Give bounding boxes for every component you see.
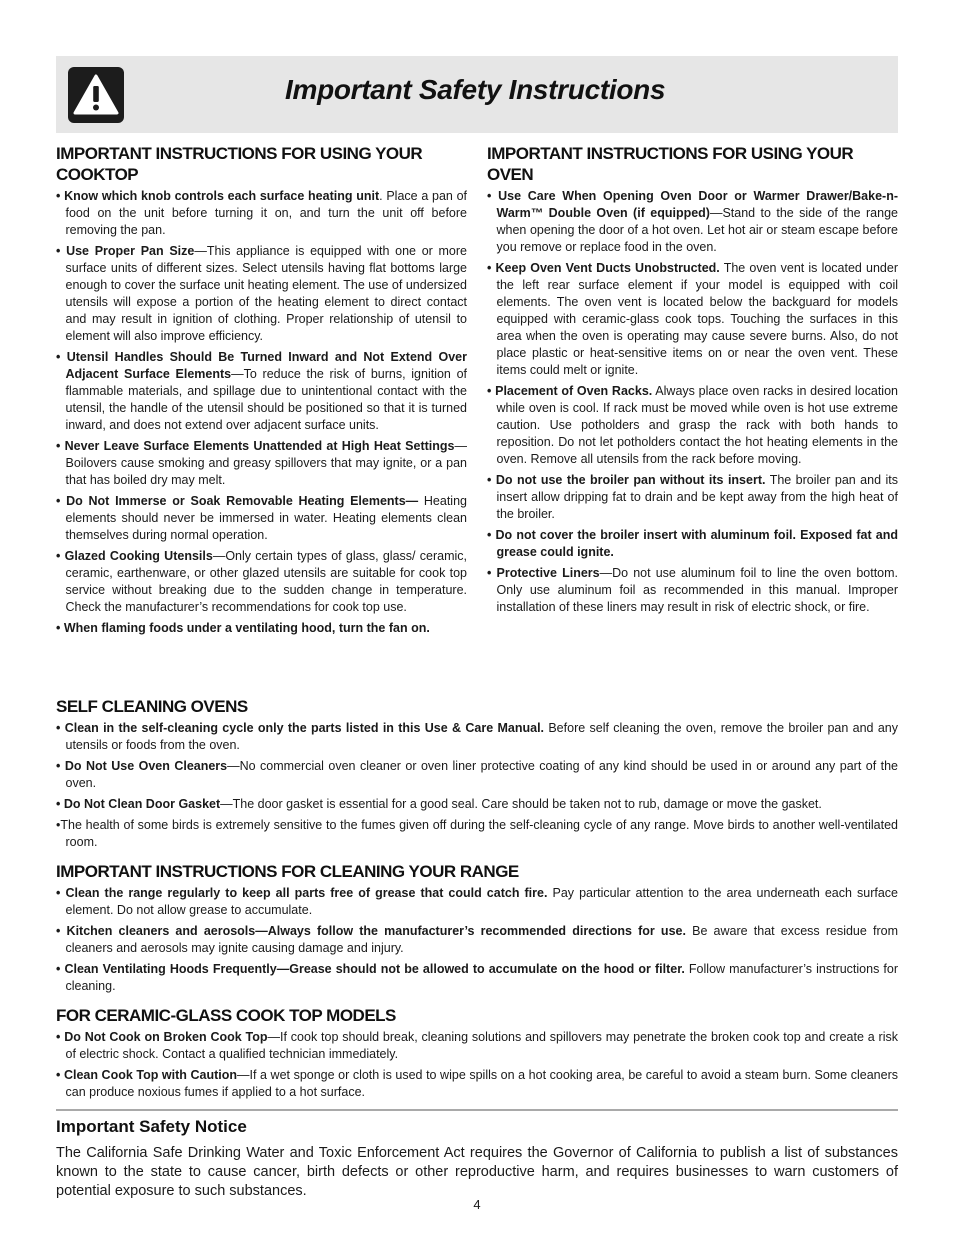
- section-heading: IMPORTANT INSTRUCTIONS FOR CLEANING YOUR RANGE: [56, 862, 519, 881]
- title-banner: [56, 56, 898, 133]
- item-lead: Do Not Cook on Broken Cook Top: [64, 1030, 268, 1044]
- bullet: •: [487, 189, 499, 203]
- bullet: •: [56, 924, 67, 938]
- item-lead: Clean in the self-cleaning cycle only the parts listed in this Use & Care Manual.: [60, 721, 545, 735]
- bullet: •: [56, 244, 67, 258]
- list-item: [487, 383, 898, 468]
- item-lead: When flaming foods under a ventilating hood, turn the fan on.: [63, 621, 430, 635]
- item-list: [56, 885, 898, 995]
- item-text: —If a wet sponge or cloth is used to wipe spills on a hot cooking area, be careful to avoid a steam burn. Some cleaners can produce noxious fumes if applied to a hot surface.: [65, 1068, 898, 1099]
- bullet: •: [487, 473, 496, 487]
- list-item: [56, 923, 898, 957]
- list-item: [56, 620, 467, 637]
- item-lead: Protective Liners: [496, 566, 600, 580]
- item-text: —If cook top should break, cleaning solutions and spillovers may penetrate the broken cook top and create a risk of electric shock. Contact a qualified technician immediately.: [65, 1030, 898, 1061]
- item-text: Pay particular attention to the area underneath each surface element. Do not allow grease to accumulate.: [65, 886, 898, 917]
- bullet: •: [56, 439, 65, 453]
- list-item: [56, 243, 467, 345]
- notice-title: Important Safety Notice: [56, 1117, 247, 1136]
- item-lead: Know which knob controls each surface heating unit: [64, 189, 380, 203]
- list-item: [56, 438, 467, 489]
- list-item: [56, 961, 898, 995]
- list-item: [56, 1029, 898, 1063]
- item-lead: Use Proper Pan Size: [66, 244, 195, 258]
- item-lead: Glazed Cooking Utensils: [64, 549, 213, 563]
- page-title: Important Safety Instructions: [285, 74, 666, 105]
- bullet: •: [56, 494, 67, 508]
- bullet: •: [56, 549, 65, 563]
- list-item: [56, 796, 898, 813]
- bullet: •: [56, 962, 65, 976]
- bullet: •: [56, 797, 61, 811]
- item-text: The broiler pan and its insert allow dripping fat to drain and be kept away from the high heat of the broiler.: [496, 473, 898, 521]
- item-list: [56, 188, 467, 637]
- item-text: —Boilovers cause smoking and greasy spillovers that may ignite, or a pan that has boiled dry may melt.: [65, 439, 467, 487]
- bullet: •: [56, 621, 64, 635]
- oven-section: [487, 143, 898, 620]
- item-text: —Do not use aluminum foil to line the oven bottom. Only use aluminum foil as recommended in this manual. Improper installation of these liners may result in risk of electric shock, or fire.: [496, 566, 898, 614]
- bullet: •: [56, 189, 65, 203]
- item-lead: Do Not Immerse or Soak Removable Heating Elements—: [66, 494, 419, 508]
- list-item: [487, 472, 898, 523]
- item-lead: Use Care When Opening Oven Door or Warmer Drawer/Bake-n-Warm™ Double Oven (if equipped): [496, 189, 898, 220]
- item-lead: Placement of Oven Racks.: [495, 384, 653, 398]
- item-text: —This appliance is equipped with one or more surface units of different sizes. Select utensils having flat bottoms large enough to cover the surface unit heating element. The use of undersized utensils will expose a portion of the heating element to direct contact and may result in ignition of clothing. Proper relationship of utensil to element will also improve efficiency.: [65, 244, 467, 343]
- item-list: [487, 188, 898, 616]
- item-text: •The health of some birds is extremely sensitive to the fumes given off during the self-cleaning cycle of any range. Move birds to another well-ventilated room.: [56, 818, 898, 849]
- page-number: 4: [473, 1197, 481, 1212]
- item-text: —Only certain types of glass, glass/ ceramic, ceramic, earthenware, or other glazed utensils are suitable for cook top service without breaking due to the sudden change in temperature. Check the manufacturer’s recommendations for cook top use.: [65, 549, 467, 614]
- list-item: [487, 188, 898, 256]
- bullet: •: [56, 886, 66, 900]
- list-item: [487, 260, 898, 379]
- bullet: •: [56, 721, 61, 735]
- bullet: •: [56, 1030, 65, 1044]
- item-lead: Do Not Clean Door Gasket: [60, 797, 221, 811]
- section-heading: SELF CLEANING OVENS: [56, 697, 248, 716]
- section-heading: FOR CERAMIC-GLASS COOK TOP MODELS: [56, 1006, 396, 1025]
- list-item: [487, 565, 898, 616]
- bullet: •: [56, 759, 61, 773]
- divider: [56, 1109, 898, 1111]
- list-item: [56, 720, 898, 754]
- item-text: Heating elements should never be immersed in water. Heating elements clean themselves during normal operation.: [65, 494, 467, 542]
- self-cleaning-section: [56, 696, 898, 855]
- item-lead: Clean Ventilating Hoods Frequently—Grease should not be allowed to accumulate on the hood or filter.: [64, 962, 685, 976]
- list-item: [487, 527, 898, 561]
- item-lead: Clean the range regularly to keep all parts free of grease that could catch fire.: [65, 886, 548, 900]
- cooktop-section: [56, 143, 467, 641]
- item-text: Follow manufacturer’s instructions for cleaning.: [65, 962, 898, 993]
- bullet: •: [56, 350, 67, 364]
- item-text: Before self cleaning the oven, remove the broiler pan and any utensils or foods from the oven.: [65, 721, 898, 752]
- item-text: Always place oven racks in desired location while oven is cool. If rack must be moved while oven is hot use extreme caution. Use potholders and grasp the rack with both hands to reposition. Do not let potholders contact the hot heating elements in the oven. Remove all utensils from the rack before moving.: [496, 384, 898, 466]
- notice-text: The California Safe Drinking Water and Toxic Enforcement Act requires the Governor of California to publish a list of substances known to the state to cause cancer, birth defects or other reproductive harm, and requires businesses to warn customers of potential exposure to such substances.: [56, 1145, 898, 1199]
- list-item: [56, 349, 467, 434]
- item-text: —The door gasket is essential for a good seal. Care should be taken not to rub, damage or move the gasket.: [220, 797, 822, 811]
- item-text: —No commercial oven cleaner or oven liner protective coating of any kind should be used in or around any part of the oven.: [65, 759, 898, 790]
- item-lead: Do Not Use Oven Cleaners: [60, 759, 228, 773]
- bullet: •: [56, 1068, 64, 1082]
- item-text: The oven vent is located under the left rear surface element if your model is equipped with coil elements. The oven vent is located below the backguard for models equipped with ceramic-glass cook tops. Touching the surfaces in this area when the oven is operating may cause severe burns. Also, do not place plastic or heat-sensitive items on or near the oven vent. These items could melt or ignite.: [496, 261, 898, 377]
- item-list: [56, 720, 898, 851]
- item-lead: Keep Oven Vent Ducts Unobstructed.: [495, 261, 720, 275]
- item-text: Be aware that excess residue from cleaners and aerosols may ignite causing damage and injury.: [65, 924, 898, 955]
- item-lead: Never Leave Surface Elements Unattended at High Heat Settings: [64, 439, 455, 453]
- list-item: [56, 493, 467, 544]
- item-text: —To reduce the risk of burns, ignition of flammable materials, and spillage due to unintentional contact with the utensil, the handle of the utensil should be positioned so that it is turned inward, and does not extend over adjacent surface units.: [65, 367, 467, 432]
- bullet: •: [487, 384, 496, 398]
- list-item: [56, 188, 467, 239]
- item-text: —Stand to the side of the range when opening the door of a hot oven. Let hot air or steam escape before you remove or replace food in the oven.: [496, 206, 898, 254]
- item-lead: Utensil Handles Should Be Turned Inward and Not Extend Over Adjacent Surface Elements: [65, 350, 467, 381]
- cleaning-range-section: [56, 861, 898, 999]
- item-lead: Do not use the broiler pan without its insert.: [495, 473, 766, 487]
- list-item: [56, 885, 898, 919]
- section-heading: IMPORTANT INSTRUCTIONS FOR USING YOUR COOKTOP: [56, 144, 423, 184]
- item-lead: Clean Cook Top with Caution: [63, 1068, 238, 1082]
- bullet: •: [487, 566, 497, 580]
- item-lead: Kitchen cleaners and aerosols—Always follow the manufacturer’s recommended directions for use.: [66, 924, 686, 938]
- list-item: [56, 817, 898, 851]
- list-item: [56, 548, 467, 616]
- warning-icon: [68, 67, 124, 123]
- section-heading: IMPORTANT INSTRUCTIONS FOR USING YOUR OVEN: [487, 144, 854, 184]
- item-lead: Do not cover the broiler insert with aluminum foil. Exposed fat and grease could ignite.: [495, 528, 898, 559]
- list-item: [56, 1067, 898, 1101]
- item-text: . Place a pan of food on the unit before turning it on, and turn the unit off before removing the pan.: [65, 189, 468, 237]
- bullet: •: [487, 261, 496, 275]
- item-list: [56, 1029, 898, 1101]
- list-item: [56, 758, 898, 792]
- ceramic-section: [56, 1005, 898, 1105]
- bullet: •: [487, 528, 496, 542]
